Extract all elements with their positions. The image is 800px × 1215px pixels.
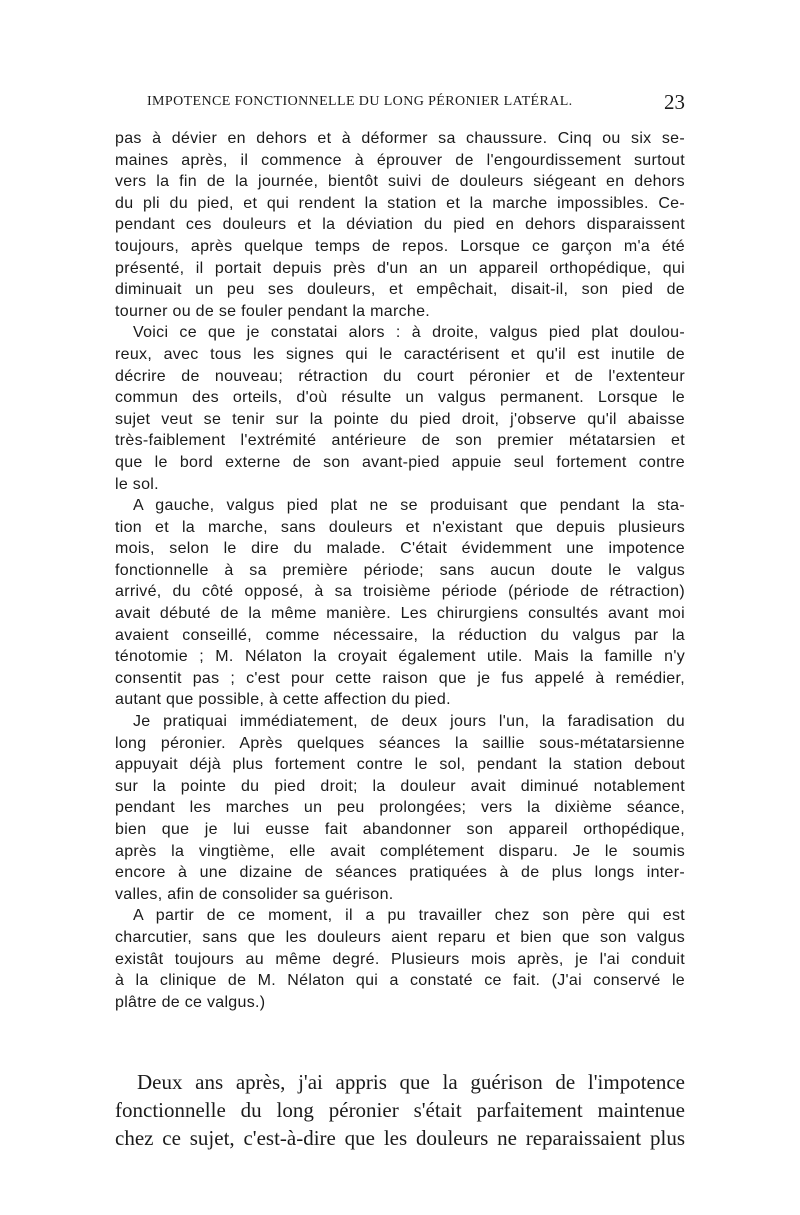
text-line: chez ce sujet, c'est-à-dire que les douleurs ne reparaissaient plus: [115, 1126, 685, 1150]
paragraph-5: [115, 905, 685, 1013]
text-line: que le bord externe de son avant-pied appuie seul fortement contre: [115, 453, 685, 471]
text-line: mois, selon le dire du malade. C'était évidemment une impotence: [115, 540, 685, 558]
text-line: plâtre de ce valgus.): [115, 993, 266, 1011]
text-line: vers la fin de la journée, bientôt suivi de douleurs siégeant en dehors: [115, 173, 685, 191]
text-line: autant que possible, à cette affection du pied.: [115, 691, 451, 709]
running-head: [115, 92, 685, 116]
text-line: du pli du pied, et qui rendent la station et la marche impossibles. Ce-: [115, 194, 685, 212]
page-number: 23: [664, 90, 685, 114]
text-line: Voici ce que je constatai alors : à droite, valgus pied plat doulou-: [133, 324, 685, 342]
text-line: avaient conseillé, comme nécessaire, la réduction du valgus par la: [115, 626, 685, 644]
text-line: commun des orteils, d'où résulte un valgus permanent. Lorsque le: [115, 389, 685, 407]
text-line: présenté, il portait depuis près d'un an un appareil orthopédique, qui: [115, 259, 685, 277]
text-line: maines après, il commence à éprouver de l'engourdissement surtout: [115, 151, 685, 169]
text-line: pendant les marches un peu prolongées; vers la dixième séance,: [115, 799, 685, 817]
continuation-paragraph: [115, 1068, 685, 1152]
text-line: A partir de ce moment, il a pu travailler chez son père qui est: [133, 907, 685, 925]
text-line: reux, avec tous les signes qui le caractérisent et qu'il est inutile de: [115, 345, 685, 363]
paragraph-3: [115, 495, 685, 711]
text-line: charcutier, sans que les douleurs aient reparu et bien que son valgus: [115, 928, 685, 946]
text-line: Je pratiquai immédiatement, de deux jours l'un, la faradisation du: [133, 713, 685, 731]
text-line: long péronier. Après quelques séances la saillie sous-métatarsienne: [115, 734, 685, 752]
text-line: tion et la marche, sans douleurs et n'existant que depuis plusieurs: [115, 518, 685, 536]
text-line: Deux ans après, j'ai appris que la guérison de l'impotence: [137, 1070, 685, 1094]
text-line: sur la pointe du pied droit; la douleur avait diminué notablement: [115, 777, 685, 795]
text-line: ténotomie ; M. Nélaton la croyait également utile. Mais la famille n'y: [115, 648, 685, 666]
text-line: toujours, après quelque temps de repos. Lorsque ce garçon m'a été: [115, 237, 685, 255]
text-line: arrivé, du côté opposé, à sa troisième période (période de rétraction): [115, 583, 685, 601]
paragraph-1: [115, 128, 685, 322]
text-line: sujet veut se tenir sur la pointe du pied droit, j'observe qu'il abaisse: [115, 410, 685, 428]
paragraph-2: [115, 322, 685, 495]
text-line: fonctionnelle à sa première période; sans aucun doute le valgus: [115, 561, 685, 579]
text-line: décrire de nouveau; rétraction du court péronier et de l'extenteur: [115, 367, 685, 385]
text-line: tourner ou de se fouler pendant la marche.: [115, 302, 431, 320]
text-line: encore à une dizaine de séances pratiquées à de plus longs inter-: [115, 864, 685, 882]
text-line: existât toujours au même degré. Plusieurs mois après, je l'ai conduit: [115, 950, 685, 968]
paragraph-4: [115, 711, 685, 905]
text-line: très-faiblement l'extrémité antérieure de son premier métatarsien et: [115, 432, 685, 450]
text-line: fonctionnelle du long péronier s'était parfaitement maintenue: [115, 1098, 685, 1122]
text-line: bien que je lui eusse fait abandonner son appareil orthopédique,: [115, 821, 685, 838]
text-line: après la vingtième, elle avait complétement disparu. Je le soumis: [115, 842, 685, 860]
text-line: pendant ces douleurs et la déviation du pied en dehors disparaissent: [115, 216, 685, 234]
text-line: consentit pas ; c'est pour cette raison que je fus appelé à remédier,: [115, 669, 685, 687]
text-line: le sol.: [115, 475, 159, 493]
text-line: diminuait un peu ses douleurs, et empêchait, disait-il, son pied de: [115, 281, 685, 299]
running-title: IMPOTENCE FONCTIONNELLE DU LONG PÉRONIER LATÉRAL.: [147, 94, 573, 109]
text-line: avait débuté de la même manière. Les chirurgiens consultés avant moi: [115, 605, 685, 623]
text-line: appuyait déjà plus fortement contre le sol, pendant la station debout: [115, 756, 685, 774]
text-line: pas à dévier en dehors et à déformer sa chaussure. Cinq ou six se-: [115, 130, 685, 147]
text-line: à la clinique de M. Nélaton qui a constaté ce fait. (J'ai conservé le: [115, 972, 685, 990]
text-line: A gauche, valgus pied plat ne se produisant que pendant la sta-: [133, 497, 685, 515]
body-text: [115, 128, 685, 1013]
text-line: valles, afin de consolider sa guérison.: [115, 885, 394, 903]
